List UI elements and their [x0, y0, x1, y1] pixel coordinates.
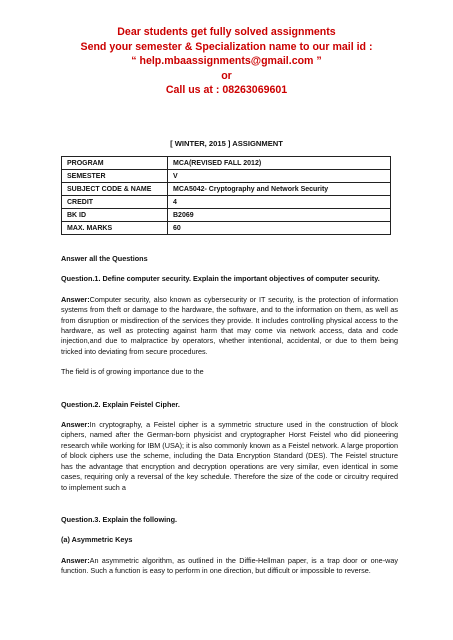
answer-2 [61, 420, 398, 493]
table-cell-value: MCA5042- Cryptography and Network Security [168, 183, 391, 196]
promo-line: Dear students get fully solved assignments [117, 26, 336, 38]
question-1: Question.1. Define computer security. Explain the important objectives of computer security. [61, 274, 380, 284]
assignment-title: [ WINTER, 2015 ] ASSIGNMENT [170, 139, 283, 148]
promo-email: “ help.mbaassignments@gmail.com ” [131, 55, 322, 68]
table-cell-label: PROGRAM [62, 157, 168, 170]
table-row [62, 222, 391, 235]
answer-1 [61, 295, 398, 357]
table-cell-label: SEMESTER [62, 170, 168, 183]
answer-label: Answer: [61, 294, 90, 304]
promo-line: Send your semester & Specialization name to our mail id : [80, 40, 373, 53]
table-cell-label: SUBJECT CODE & NAME [62, 183, 168, 196]
table-row [62, 196, 391, 209]
instructions: Answer all the Questions [61, 254, 148, 263]
table-row [62, 157, 391, 170]
table-cell-label: BK ID [62, 209, 168, 222]
table-cell-value: B2069 [168, 209, 391, 222]
answer-3a [61, 556, 398, 577]
question-3: Question.3. Explain the following. [61, 514, 178, 524]
answer-label: Answer: [61, 555, 90, 565]
question-3-part-a: (a) Asymmetric Keys [61, 535, 133, 545]
answer-text: Computer security, also known as cybersecurity or IT security, is the protection of information systems from theft or damage to the hardware, the software, and to the information on them, as well as from disruption or misdirection of the services they provide. It includes controlling physical access to the hardware, as well as protecting against harm that may come via network access, data and code injection,and due to malpractice by operators, whether intentional, accidental, or due to them being tricked into deviating from secure procedures. [61, 294, 398, 356]
question-2: Question.2. Explain Feistel Cipher. [61, 399, 180, 409]
document-body [61, 254, 398, 577]
table-cell-value: MCA(REVISED FALL 2012) [168, 157, 391, 170]
answer-label: Answer: [61, 420, 90, 430]
table-cell-value: 60 [168, 222, 391, 235]
table-row [62, 183, 391, 196]
answer-1-followup: The field is of growing importance due to the [61, 367, 204, 377]
promo-or: or [221, 69, 232, 82]
table-row [62, 209, 391, 222]
answer-text: An asymmetric algorithm, as outlined in the Diffie-Hellman paper, is a trap door or one-way function. Such a function is easy to perform in one direction, but difficult or impossible to reverse. [61, 555, 398, 576]
table-cell-label: CREDIT [62, 196, 168, 209]
promo-phone: Call us at : 08263069601 [165, 84, 288, 97]
promo-banner [0, 25, 453, 98]
table-cell-value: 4 [168, 196, 391, 209]
table-row [62, 170, 391, 183]
table-cell-label: MAX. MARKS [62, 222, 168, 235]
assignment-info-table [61, 156, 391, 235]
table-cell-value: V [168, 170, 391, 183]
answer-text: In cryptography, a Feistel cipher is a symmetric structure used in the construction of block ciphers, named after the German-born physicist and cryptographer Horst Feistel who did pioneering research while working for IBM (USA); it is also commonly known as a Feistel network. A large proportion of block ciphers use the scheme, including the Data Encryption Standard (DES). The Feistel structure has the advantage that encryption and decryption operations are very similar, even identical in some cases, requiring only a reversal of the key schedule. Therefore the size of the code or circuitry required to implement such a [61, 420, 398, 492]
